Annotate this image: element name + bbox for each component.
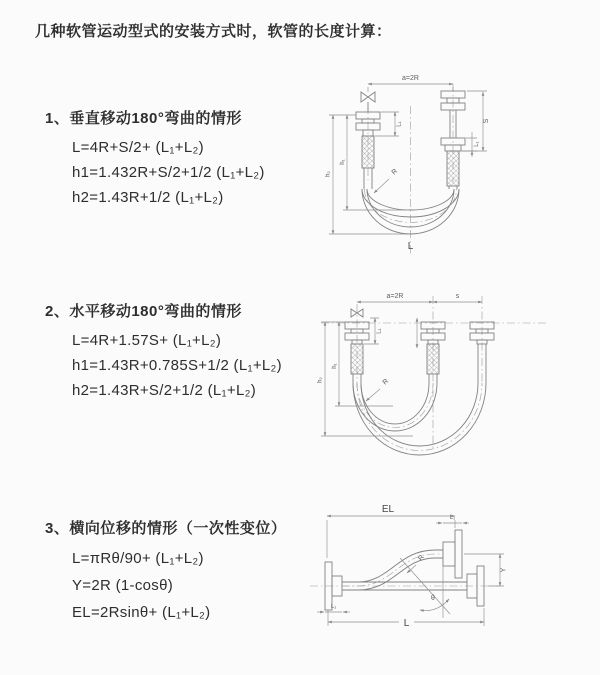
formula-line: h1=1.43R+0.785S+1/2 (L₁+L₂) — [72, 357, 282, 374]
diagram-horizontal-180-bend — [313, 288, 563, 466]
dim-label-l1-left: L₁ — [330, 604, 337, 610]
hose-centerline-arc — [357, 383, 433, 428]
braided-hose-section — [447, 151, 459, 186]
angle-label: θ — [431, 595, 435, 602]
formula-line: h2=1.43R+S/2+1/2 (L₁+L₂) — [72, 382, 257, 399]
extension-line — [327, 520, 455, 558]
section-2-heading: 2、水平移动180°弯曲的情形 — [45, 303, 242, 320]
formula-line: L=4R+S/2+ (L₁+L₂) — [72, 139, 204, 156]
displaced-flange — [443, 530, 462, 578]
page-title: 几种软管运动型式的安装方式时，软管的长度计算： — [35, 23, 392, 40]
formula-line: Y=2R (1-cosθ) — [72, 577, 174, 594]
diagram-vertical-180-bend — [315, 64, 555, 261]
dim-label-l1-right: L₁ — [474, 141, 480, 147]
dim-label-l: L — [403, 618, 410, 629]
braided-hose-section — [427, 344, 439, 374]
dim-label-h1: h₁ — [332, 363, 338, 369]
extension-line — [368, 87, 453, 92]
formula-line: L=4R+1.57S+ (L₁+L₂) — [72, 332, 222, 349]
radius-label: R — [390, 167, 400, 177]
valve-icon — [361, 92, 375, 102]
diagram-lateral-displacement — [300, 500, 590, 650]
leader-arrow — [374, 179, 389, 193]
leader-arrow — [366, 389, 380, 401]
section-vertical-movement — [45, 107, 265, 210]
radius-label: R — [381, 377, 391, 387]
section-1-heading: 1、垂直移动180°弯曲的情形 — [45, 110, 242, 127]
braided-hose-section — [362, 136, 374, 168]
dim-label-a2r: a=2R — [386, 293, 404, 300]
right-flange-fitting — [470, 322, 494, 344]
dim-label-el: EL — [381, 504, 395, 515]
dim-label-l1-left: L₁ — [396, 121, 403, 127]
formula-line: L=πRθ/90+ (L₁+L₂) — [72, 550, 204, 567]
extension-line — [375, 112, 399, 136]
radius-label: R — [417, 553, 426, 563]
section-3-heading: 3、横向位移的情形（一次性变位） — [45, 520, 287, 537]
dim-label-l1: L₁ — [376, 328, 383, 334]
formula-line: EL=2Rsinθ+ (L₁+L₂) — [72, 604, 211, 621]
section-lateral-displacement — [45, 517, 286, 626]
formula-line: h1=1.432R+S/2+1/2 (L₁+L₂) — [72, 164, 265, 181]
dim-label-a2r: a=2R — [402, 75, 419, 82]
hose-arc — [361, 383, 478, 446]
length-label: L — [407, 241, 414, 252]
formula-line: h2=1.43R+1/2 (L₁+L₂) — [72, 189, 224, 206]
braided-hose-section — [351, 344, 363, 374]
dim-label-h1: h₁ — [340, 159, 346, 165]
hose-wall — [342, 558, 443, 590]
hose-wall — [353, 344, 486, 383]
dim-label-h2: h₂ — [325, 171, 332, 177]
hose-arc — [353, 383, 486, 455]
dim-label-s: S — [483, 118, 490, 124]
dim-label-h2: h₂ — [317, 377, 324, 383]
dim-label-y: Y — [500, 567, 508, 573]
middle-flange-fitting — [421, 322, 445, 344]
section-horizontal-movement — [45, 300, 282, 403]
dim-label-s: s — [455, 293, 460, 300]
dim-label-l1-top: L₁ — [449, 515, 456, 521]
